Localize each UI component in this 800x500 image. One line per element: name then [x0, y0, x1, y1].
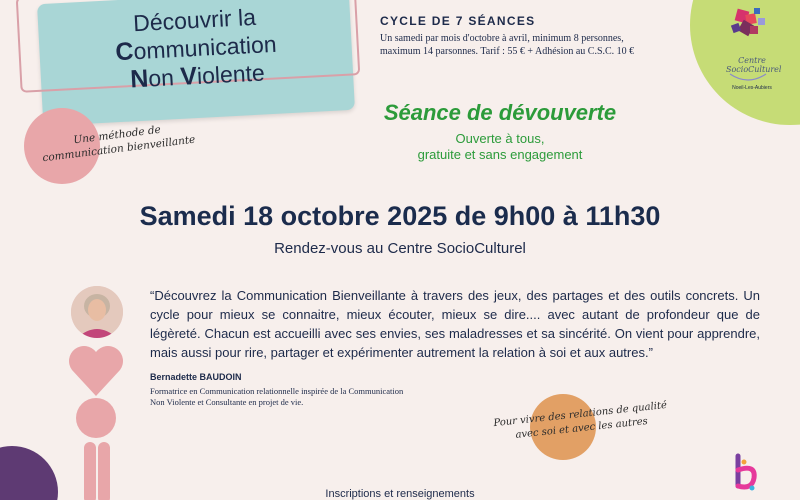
tagline: Une méthode de communication bienveillante — [41, 123, 196, 165]
title-line-3: Non Violente — [129, 59, 266, 94]
seance-subtitle — [370, 131, 630, 163]
logo-subtitle: Noeil-Les-Aubiers — [732, 85, 772, 91]
cycle-title: CYCLE DE 7 SÉANCES — [380, 14, 536, 28]
b-logo-icon — [730, 452, 762, 494]
seance-title: Séance de dévouverte — [383, 100, 617, 125]
footer-text: Inscriptions et renseignements — [325, 488, 475, 500]
trainer-photo — [71, 286, 123, 338]
slogan: Pour vivre des relations de qualité avec soi et avec les autres — [492, 399, 668, 441]
event-date: Samedi 18 octobre 2025 de 9h00 à 11h30 — [139, 201, 661, 231]
heart-icon — [66, 344, 126, 398]
title-line-2: Communication — [114, 30, 278, 67]
centre-socioculturel-logo — [722, 4, 774, 92]
cycle-description: Un samedi par mois d'octobre à avril, minimum 8 personnes, maximum 14 parsonnes. Tarif : 55 € + Adhésion au C.S.C. 10 € — [380, 33, 635, 57]
figure-head-decoration — [76, 398, 116, 438]
page-title — [54, 0, 338, 97]
seance-line-2: gratuite et sans engagement — [417, 147, 583, 162]
event-location: Rendez-vous au Centre SocioCulturel — [274, 240, 526, 257]
seance-line-1: Ouverte à tous, — [455, 131, 545, 146]
title-line-1: Découvrir la — [132, 3, 257, 37]
author-description: Formatrice en Communication relationnelle inspirée de la Communication Non Violente et Consultante en projet de vie. — [150, 386, 404, 407]
quote-author: Bernadette BAUDOIN — [150, 372, 242, 382]
quote-text: “Découvrez la Communication Bienveillante à travers des jeux, des partages et des outils concrets. Un cycle pour mieux se connaitre, mieux écouter, mieux se dire.... avec autant de profondeur que de légèreté. Chacun est accueilli avec ses envies, ses maladresses et sa sincérité. On vient pour apprendre, mais aussi pour rire, partager et expérimenter autrement la relation à soi et aux autres.” — [150, 288, 760, 360]
logo-name: Centre SocioCulturel — [726, 56, 782, 74]
